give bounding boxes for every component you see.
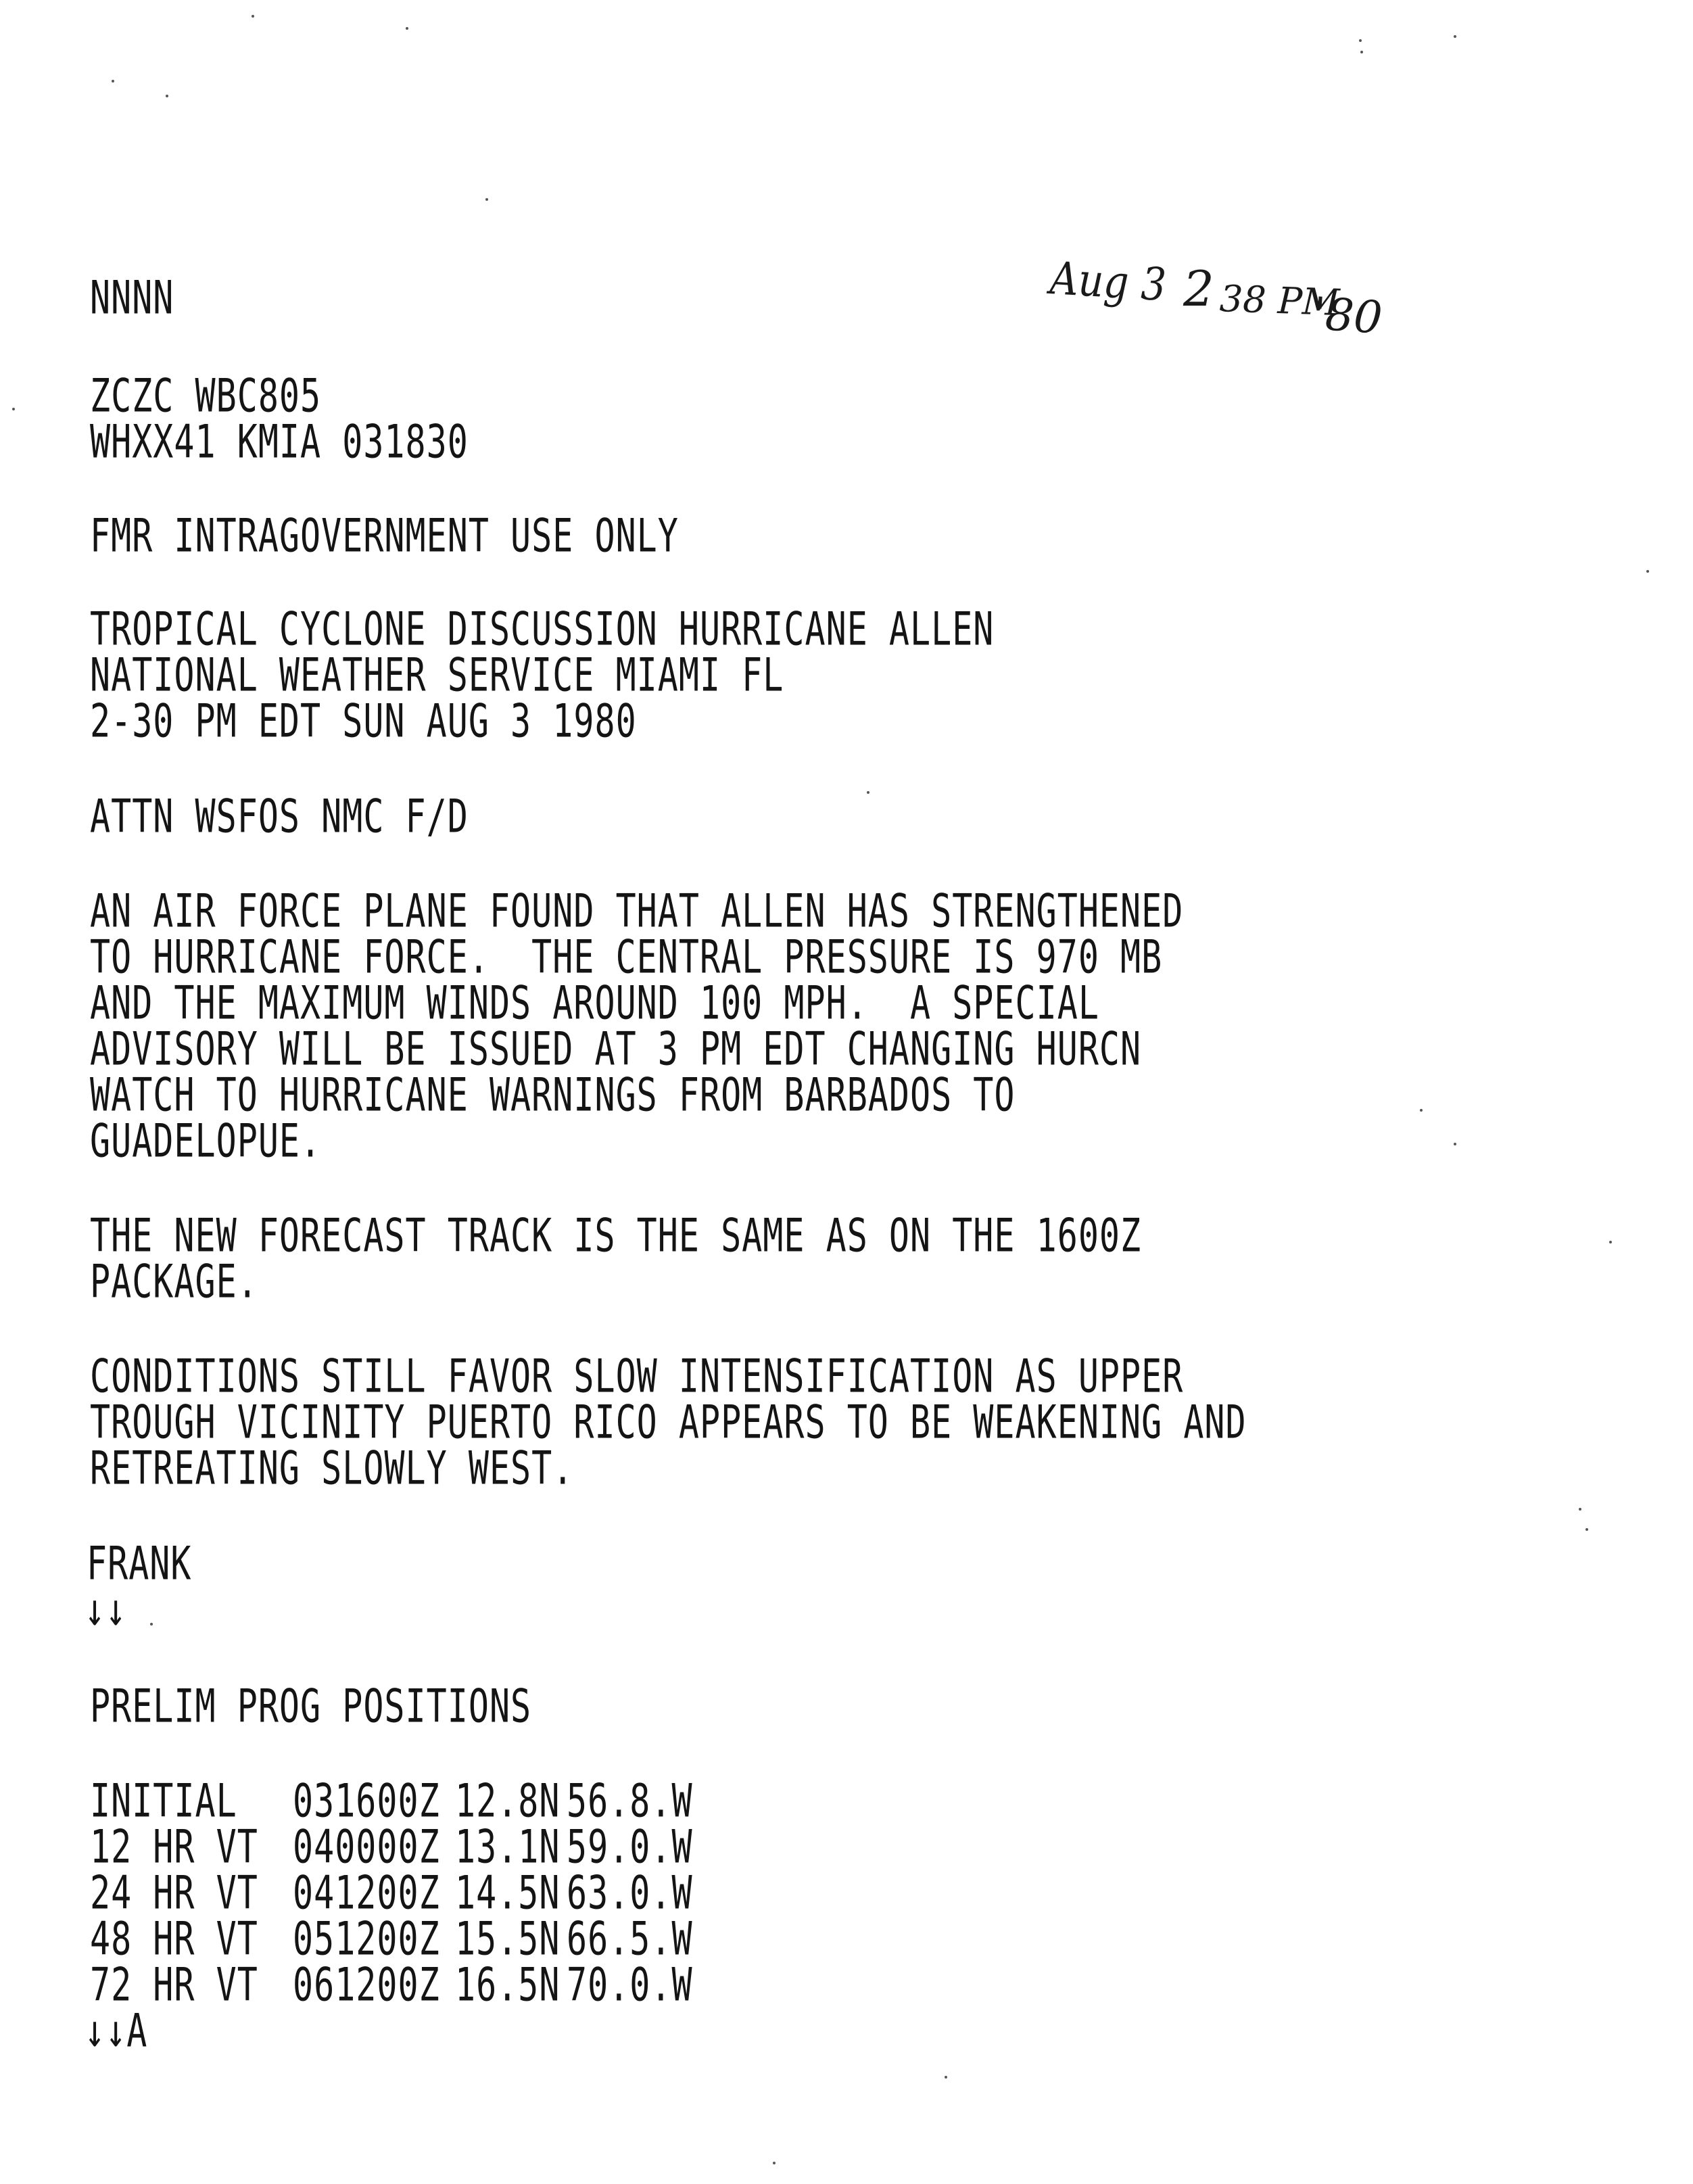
received-stamp-hour: 2 xyxy=(1183,260,1214,317)
scan-speck xyxy=(773,2162,776,2164)
paragraph-2-line: PACKAGE. xyxy=(90,1255,258,1308)
position-lat: 16.5N xyxy=(455,1958,561,2012)
position-lat: 13.1N xyxy=(455,1820,561,1874)
paragraph-1-line: ADVISORY WILL BE ISSUED AT 3 PM EDT CHANGING HURCN xyxy=(90,1022,1142,1076)
paragraph-3-line: TROUGH VICINITY PUERTO RICO APPEARS TO BE WEAKENING AND xyxy=(90,1396,1247,1449)
issuing-office: NATIONAL WEATHER SERVICE MIAMI FL xyxy=(90,648,784,702)
wmo-header: WHXX41 KMIA 031830 xyxy=(90,415,469,469)
position-lat: 15.5N xyxy=(455,1912,561,1966)
scan-speck xyxy=(945,2076,947,2079)
position-label: INITIAL xyxy=(90,1774,237,1828)
received-stamp-date: Aug 3 xyxy=(1049,252,1168,312)
position-lat: 14.5N xyxy=(455,1866,561,1920)
position-lon: 59.0.W xyxy=(567,1820,693,1874)
position-lat: 12.8N xyxy=(455,1774,561,1828)
forecaster-signature: FRANK xyxy=(87,1537,192,1590)
position-label: 72 HR VT xyxy=(90,1958,258,2012)
scan-speck xyxy=(1609,1241,1612,1243)
end-of-message-marker: NNNN xyxy=(90,271,174,325)
scan-speck xyxy=(1646,570,1649,573)
scan-speck xyxy=(1579,1508,1581,1511)
prog-positions-heading: PRELIM PROG POSITIONS xyxy=(90,1680,532,1733)
paragraph-1-line: AN AIR FORCE PLANE FOUND THAT ALLEN HAS STRENGTHENED xyxy=(90,884,1184,938)
scan-speck xyxy=(485,198,488,201)
scan-speck xyxy=(1585,1528,1588,1531)
discussion-title: TROPICAL CYCLONE DISCUSSION HURRICANE ALLEN xyxy=(90,602,995,656)
break-marker: ↓↓ xyxy=(85,1583,127,1636)
paragraph-1-line: TO HURRICANE FORCE. THE CENTRAL PRESSURE IS 970 MB xyxy=(90,930,1163,984)
paragraph-3-line: RETREATING SLOWLY WEST. xyxy=(90,1442,574,1495)
scan-speck xyxy=(150,1623,153,1625)
received-stamp-year: '80 xyxy=(1311,287,1384,344)
position-lon: 56.8.W xyxy=(567,1774,693,1828)
end-marker: ↓↓A xyxy=(85,2004,148,2058)
paragraph-3-line: CONDITIONS STILL FAVOR SLOW INTENSIFICATION AS UPPER xyxy=(90,1350,1184,1403)
scan-speck xyxy=(1454,35,1456,38)
scan-speck xyxy=(252,15,254,18)
position-label: 24 HR VT xyxy=(90,1866,258,1920)
zczc-header: ZCZC WBC805 xyxy=(90,369,322,423)
position-lon: 63.0.W xyxy=(567,1866,693,1920)
scan-speck xyxy=(1454,1143,1456,1145)
scan-speck xyxy=(867,791,869,794)
scan-speck xyxy=(1359,39,1362,42)
scan-speck xyxy=(1420,1109,1423,1112)
scan-speck xyxy=(166,95,168,97)
paragraph-1-line: WATCH TO HURRICANE WARNINGS FROM BARBADOS TO xyxy=(90,1068,1016,1122)
position-lon: 66.5.W xyxy=(567,1912,693,1966)
position-time: 031600Z xyxy=(293,1774,440,1828)
scan-speck xyxy=(406,27,408,30)
attention-line: ATTN WSFOS NMC F/D xyxy=(90,790,469,843)
position-label: 48 HR VT xyxy=(90,1912,258,1966)
position-time: 040000Z xyxy=(293,1820,440,1874)
position-time: 041200Z xyxy=(293,1866,440,1920)
paragraph-1-line: AND THE MAXIMUM WINDS AROUND 100 MPH. A SPECIAL xyxy=(90,976,1099,1030)
position-time: 051200Z xyxy=(293,1912,440,1966)
scan-speck xyxy=(1360,51,1363,53)
scan-speck xyxy=(12,408,15,410)
scan-speck xyxy=(112,80,114,82)
position-label: 12 HR VT xyxy=(90,1820,258,1874)
issue-time: 2-30 PM EDT SUN AUG 3 1980 xyxy=(90,694,637,748)
restriction-line: FMR INTRAGOVERNMENT USE ONLY xyxy=(90,509,679,563)
position-lon: 70.0.W xyxy=(567,1958,693,2012)
received-stamp-time: 38 PM xyxy=(1218,277,1341,325)
position-time: 061200Z xyxy=(293,1958,440,2012)
paragraph-1-line: GUADELOPUE. xyxy=(90,1114,322,1168)
paragraph-2-line: THE NEW FORECAST TRACK IS THE SAME AS ON THE 1600Z xyxy=(90,1209,1142,1262)
